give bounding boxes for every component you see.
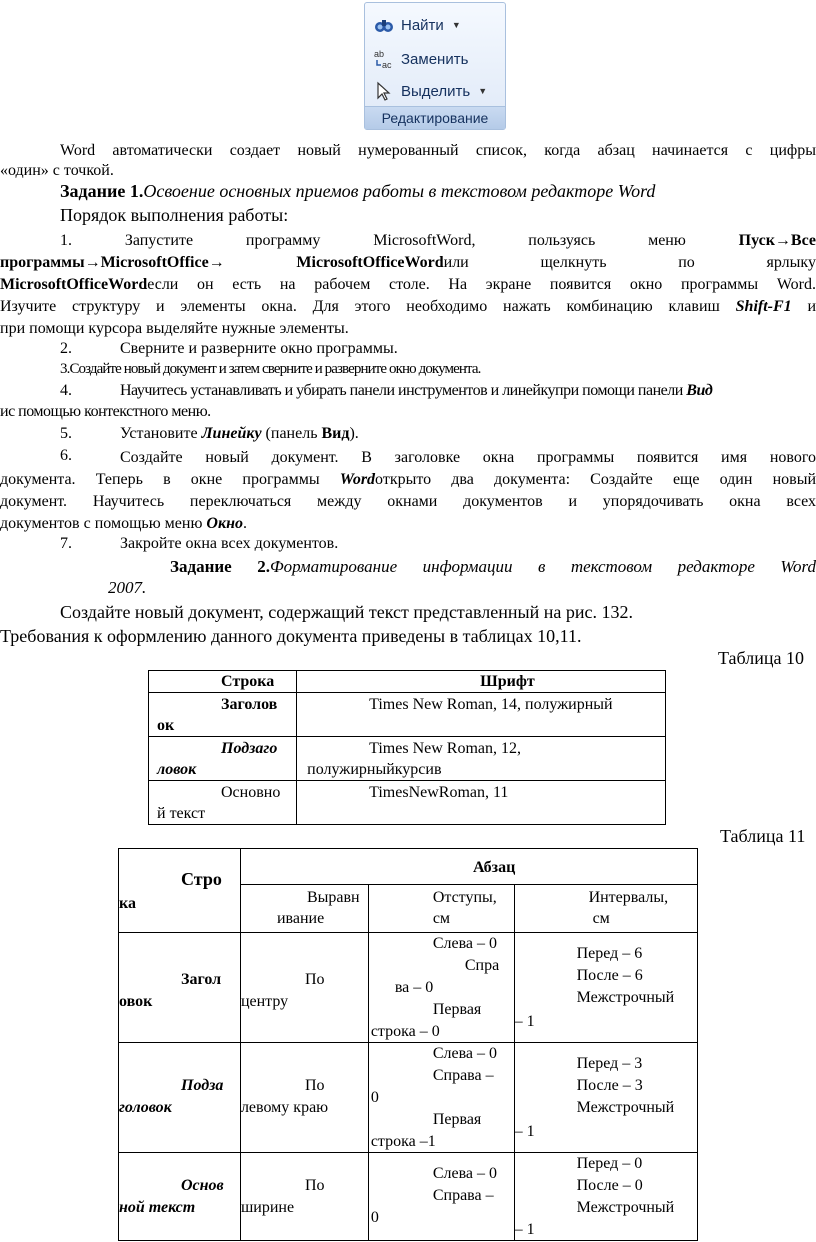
task2-heading-end: 2007. <box>108 578 147 597</box>
intro-line1: Word автоматически создает новый нумерованный список, когда абзац начинается с цифры <box>60 142 816 159</box>
step1-line1: 1. Запустите программу MicrosoftWord, пользуясь меню Пуск→Все <box>60 232 816 249</box>
step1-line5: при помощи курсора выделяйте нужные элементы. <box>0 320 349 337</box>
table-cell: Перед – 0 После – 0 Межстрочный – 1 <box>514 1153 697 1241</box>
table-cell: Основ ной текст <box>119 1153 241 1241</box>
table-cell: Times New Roman, 12, полужирныйкурсив <box>297 737 666 781</box>
step1-line2: программы→MicrosoftOffice→ MicrosoftOfficeWordили щелкнуть по ярлыку <box>0 254 816 271</box>
step2-number: 2. <box>60 340 72 357</box>
table11 <box>118 848 698 1241</box>
step1-line3: MicrosoftOfficeWordесли он есть на рабочем столе. На экране появится окно программы Word. <box>0 276 816 293</box>
table-cell: Слева – 0 Спра ва – 0 Первая строка – 0 <box>368 933 514 1043</box>
step1-line4: Изучите структуру и элементы окна. Для этого необходимо нажать комбинацию клавиш Shift-F1 и <box>0 298 816 315</box>
step6-line2: документа. Теперь в окне программы Wordоткрыто два документа: Создайте еще один новый <box>0 471 816 488</box>
step7-number: 7. <box>60 535 72 552</box>
step4-line2: ис помощью контекстного меню. <box>0 403 211 420</box>
chevron-down-icon: ▼ <box>478 86 488 96</box>
table-cell: По ширине <box>240 1153 368 1241</box>
table10-caption: Таблица 10 <box>718 648 804 668</box>
step5-number: 5. <box>60 425 72 442</box>
task1-heading: Задание 1.Освоение основных приемов работы в текстовом редакторе Word <box>60 181 656 201</box>
step6-number: 6. <box>60 447 72 464</box>
replace-label: Заменить <box>401 50 469 68</box>
step7-text: Закройте окна всех документов. <box>120 535 339 552</box>
chevron-down-icon: ▼ <box>451 20 461 30</box>
table-cell: Основно й текст <box>149 781 297 825</box>
editing-ribbon-group <box>364 2 506 130</box>
body-line1: Создайте новый документ, содержащий текст представленный на рис. 132. <box>60 602 633 622</box>
procedure-label: Порядок выполнения работы: <box>60 205 289 225</box>
step2-text: Сверните и разверните окно программы. <box>120 340 398 357</box>
svg-text:ac: ac <box>382 60 392 70</box>
step5-text: Установите Линейку (панель Вид). <box>120 425 359 442</box>
table-cell: Перед – 6 После – 6 Межстрочный – 1 <box>514 933 697 1043</box>
replace-button[interactable] <box>373 47 468 71</box>
task2-heading: Задание 2.Форматирование информации в текстовом редакторе Word <box>170 557 816 576</box>
table-cell: Слева – 0 Справа – 0 Первая строка –1 <box>368 1043 514 1153</box>
table-row <box>119 933 698 1043</box>
table-cell: Times New Roman, 14, полужирный <box>297 693 666 737</box>
table-cell: Слева – 0 Справа – 0 <box>368 1153 514 1241</box>
table-header-cell: Строка <box>149 671 297 693</box>
step3-text: 3.Создайте новый документ и затем сверните и разверните окно документа. <box>60 361 481 377</box>
select-label: Выделить <box>401 82 471 100</box>
find-label: Найти <box>401 16 444 34</box>
table-header-row <box>119 849 698 885</box>
table-header-cell: Стро ка <box>119 849 241 933</box>
svg-text:ab: ab <box>374 49 385 59</box>
table-row <box>119 1153 698 1241</box>
table-header-cell: Абзац <box>240 849 697 885</box>
step4-text: Научитесь устанавливать и убирать панели инструментов и линейкупри помощи панели Вид <box>120 382 713 399</box>
binoculars-icon <box>373 14 395 36</box>
cursor-arrow-icon <box>373 80 395 102</box>
table-header-cell: Выравн ивание <box>240 885 368 933</box>
table-cell: Подза головок <box>119 1043 241 1153</box>
table-row <box>119 1043 698 1153</box>
step4-number: 4. <box>60 382 72 399</box>
table-cell: По левому краю <box>240 1043 368 1153</box>
table10 <box>148 670 666 825</box>
step6-line4: документов с помощью меню Окно. <box>0 515 247 532</box>
ab-replace-icon <box>373 48 395 70</box>
select-button[interactable] <box>373 79 487 103</box>
table-cell: TimesNewRoman, 11 <box>297 781 666 825</box>
table-row <box>149 693 666 737</box>
find-button[interactable] <box>373 13 461 37</box>
table-header-cell: Шрифт <box>297 671 666 693</box>
table11-caption: Таблица 11 <box>720 826 806 846</box>
table-cell: Перед – 3 После – 3 Межстрочный – 1 <box>514 1043 697 1153</box>
table-header-cell: Отступы, см <box>368 885 514 933</box>
group-label: Редактирование <box>365 106 505 129</box>
table-cell: По центру <box>240 933 368 1043</box>
table-row <box>149 737 666 781</box>
table-cell: Заголов ок <box>149 693 297 737</box>
table-cell: Загол овок <box>119 933 241 1043</box>
table-header-cell: Интервалы, см <box>514 885 697 933</box>
intro-line2: «один» с точкой. <box>0 162 114 179</box>
body-line2: Требования к оформлению данного документа приведены в таблицах 10,11. <box>0 626 582 646</box>
table-header-row <box>149 671 666 693</box>
step6-line3: документ. Научитесь переключаться между окнами документов и упорядочивать окна всех <box>0 493 816 510</box>
step6-line1: Создайте новый документ. В заголовке окна программы появится имя нового <box>120 449 816 466</box>
table-row <box>149 781 666 825</box>
table-cell: Подзаго ловок <box>149 737 297 781</box>
